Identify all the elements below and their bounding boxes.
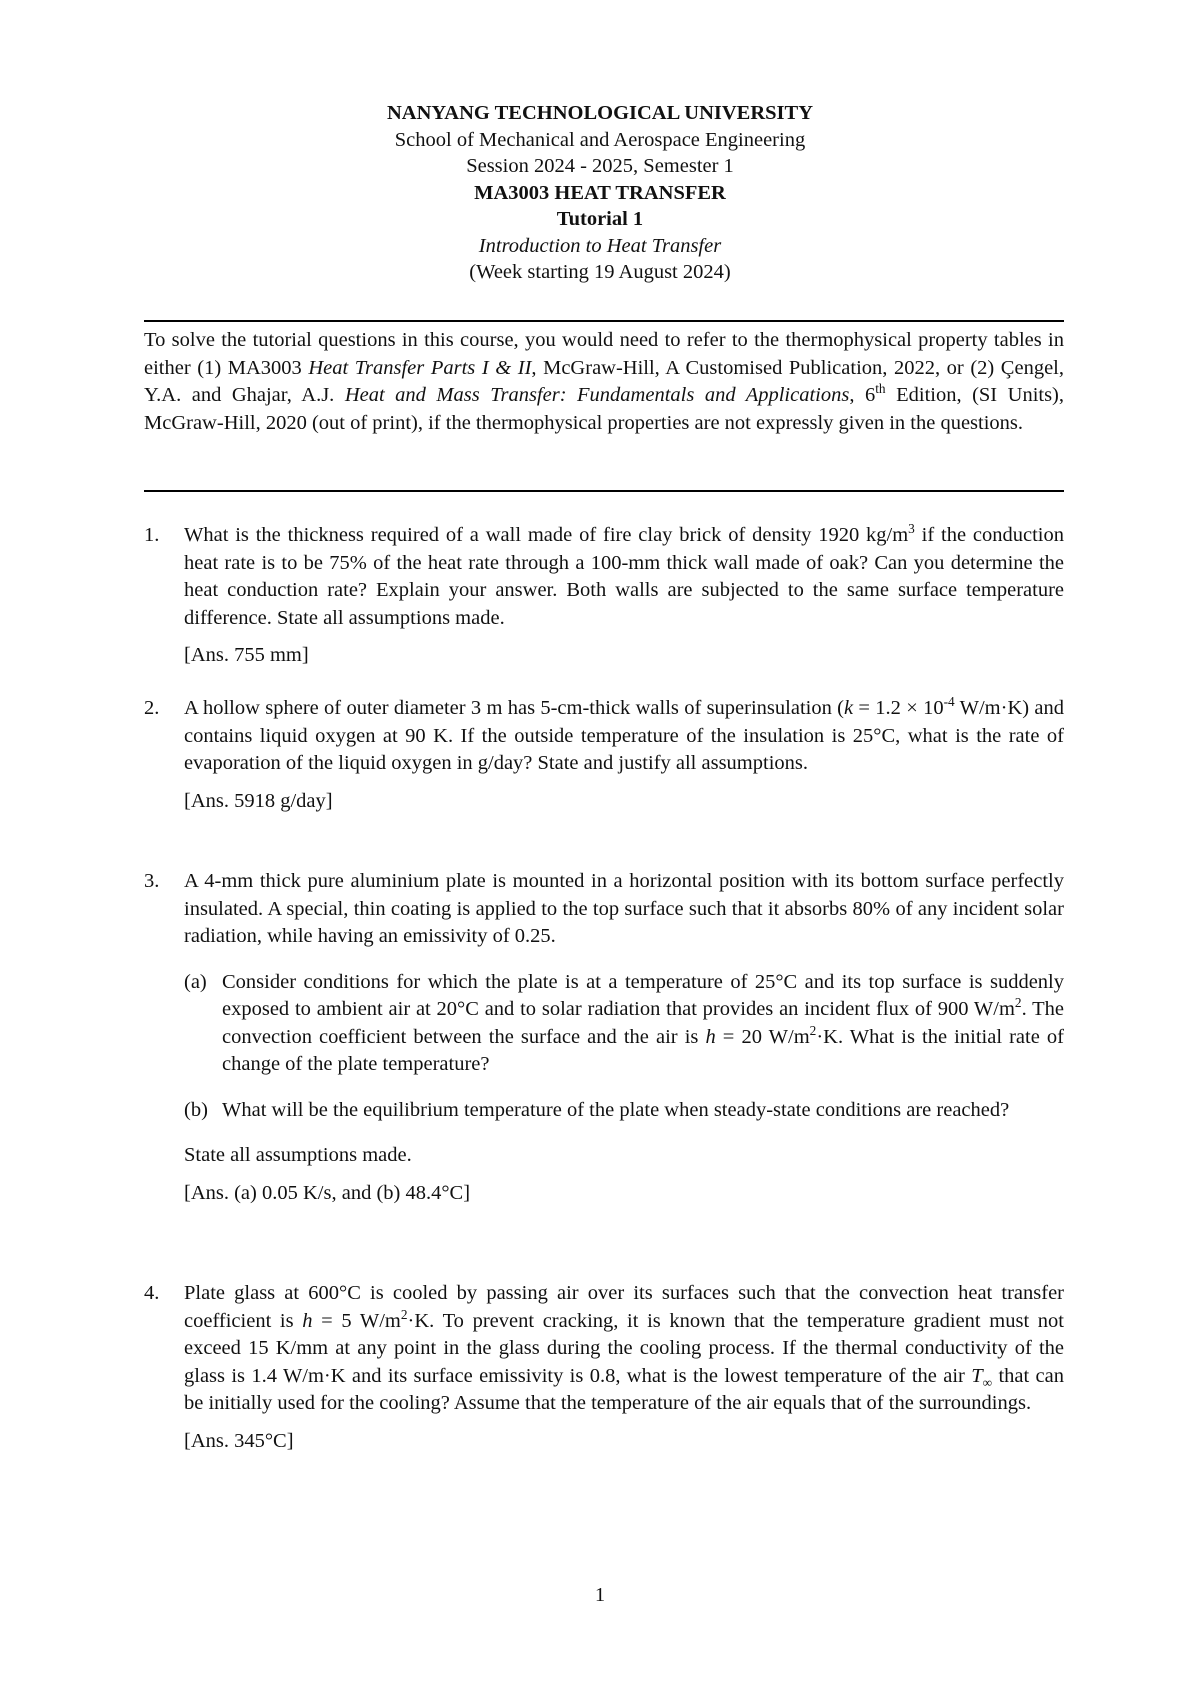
book-title-1: Heat Transfer Parts I & II xyxy=(308,356,532,379)
session-line: Session 2024 - 2025, Semester 1 xyxy=(466,155,734,177)
university-name: NANYANG TECHNOLOGICAL UNIVERSITY xyxy=(386,102,814,124)
subquestion-text: What will be the equilibrium temperature of the plate when steady-state conditions are reached? xyxy=(222,1098,1010,1121)
question-number: 2. xyxy=(144,697,160,719)
bottom-divider xyxy=(144,490,1064,492)
subquestion-b xyxy=(184,1097,1064,1125)
school-name: School of Mechanical and Aerospace Engineering xyxy=(394,128,806,151)
course-title: MA3003 HEAT TRANSFER xyxy=(474,181,726,204)
answer: [Ans. (a) 0.05 K/s, and (b) 48.4°C] xyxy=(184,1181,471,1204)
book-title-2: Heat and Mass Transfer: Fundamentals and Applications xyxy=(344,384,850,406)
answer: [Ans. 5918 g/day] xyxy=(184,789,333,812)
question-text: Plate glass at 600°C is cooled by passing air over its surfaces such that the convection heat transfer coefficient is h = 5 $W/m^2\cdot K$. To prevent cracking, it is known that the temperature gradient must not exceed 15 K/mm at any point in the glass during the cooling process. If the thermal conductivity of the glass is 1.4 W/m·K and its surface emissivity is 0.8, what is the lowest temperature of the air $T_\infty$ that can be initially used for the cooling? Assume that the temperature of the air equals that of the surroundings. xyxy=(184,1282,1064,1414)
question-text: A hollow sphere of outer diameter 3 m has 5-cm-thick walls of superinsulation ($k = 1.2 \times 10^{-4}$ W/m·K) and contains liquid oxygen at 90 K. If the outside temperature of the insulation is 25°C, what is the rate of evaporation of the liquid oxygen in g/day? State and justify all assumptions. xyxy=(184,694,1064,774)
question-number: 4. xyxy=(144,1282,160,1304)
subquestion-label: (b) xyxy=(184,1098,208,1121)
page-number: 1 xyxy=(594,1584,606,1606)
question-number: 3. xyxy=(144,870,160,892)
question-text: What is the thickness required of a wall made of fire clay brick of density 1920 $kg/m^3$ if the conduction heat rate is to be 75% of the heat rate through a 100-mm thick wall made of oak? Can you determine the heat conduction rate? Explain your answer. Both walls are subjected to the same surface temperature difference. State all assumptions made. xyxy=(184,521,1064,629)
answer: [Ans. 345°C] xyxy=(184,1429,294,1452)
week-line: (Week starting 19 August 2024) xyxy=(469,261,731,283)
answer: [Ans. 755 mm] xyxy=(184,644,309,666)
top-divider xyxy=(144,320,1064,322)
question-text: A 4-mm thick pure aluminium plate is mounted in a horizontal position with its bottom surface perfectly insulated. A special, thin coating is applied to the top surface such that it absorbs 80% of any incident solar radiation, while having an emissivity of 0.25. xyxy=(184,870,1064,947)
document-header xyxy=(0,100,1200,286)
subquestion-a xyxy=(184,969,1064,1079)
tutorial-topic: Introduction to Heat Transfer xyxy=(478,234,722,257)
question-4 xyxy=(144,1280,1064,1455)
assumptions-note: State all assumptions made. xyxy=(184,1144,412,1166)
subquestion-text: Consider conditions for which the plate is at a temperature of 25°C and its top surface is suddenly exposed to ambient air at 20°C and to solar radiation that provides an incident flux of 900 $W/m^2$. The convection coefficient between the surface and the air is h = 20 $W/m^2\cdot K$. What is the initial rate of change of the plate temperature? xyxy=(222,970,1064,1075)
subquestion-label: (a) xyxy=(184,970,207,993)
tutorial-title: Tutorial 1 xyxy=(556,208,644,230)
intro-paragraph: To solve the tutorial questions in this course, you would need to refer to the thermophysical property tables in either (1) MA3003 Heat Transfer Parts I & II, McGraw-Hill, A Customised Publication, 2022, or (2) Çengel, Y.A. and Ghajar, A.J. Heat and Mass Transfer: Fundamentals and Applications, 6th Edition, (SI Units), McGraw-Hill, 2020 (out of print), if the thermophysical properties are not expressly given in the questions. xyxy=(144,329,1065,434)
question-3 xyxy=(144,868,1064,1207)
question-2 xyxy=(144,695,1064,815)
question-1 xyxy=(144,522,1064,670)
question-number: 1. xyxy=(144,524,160,546)
